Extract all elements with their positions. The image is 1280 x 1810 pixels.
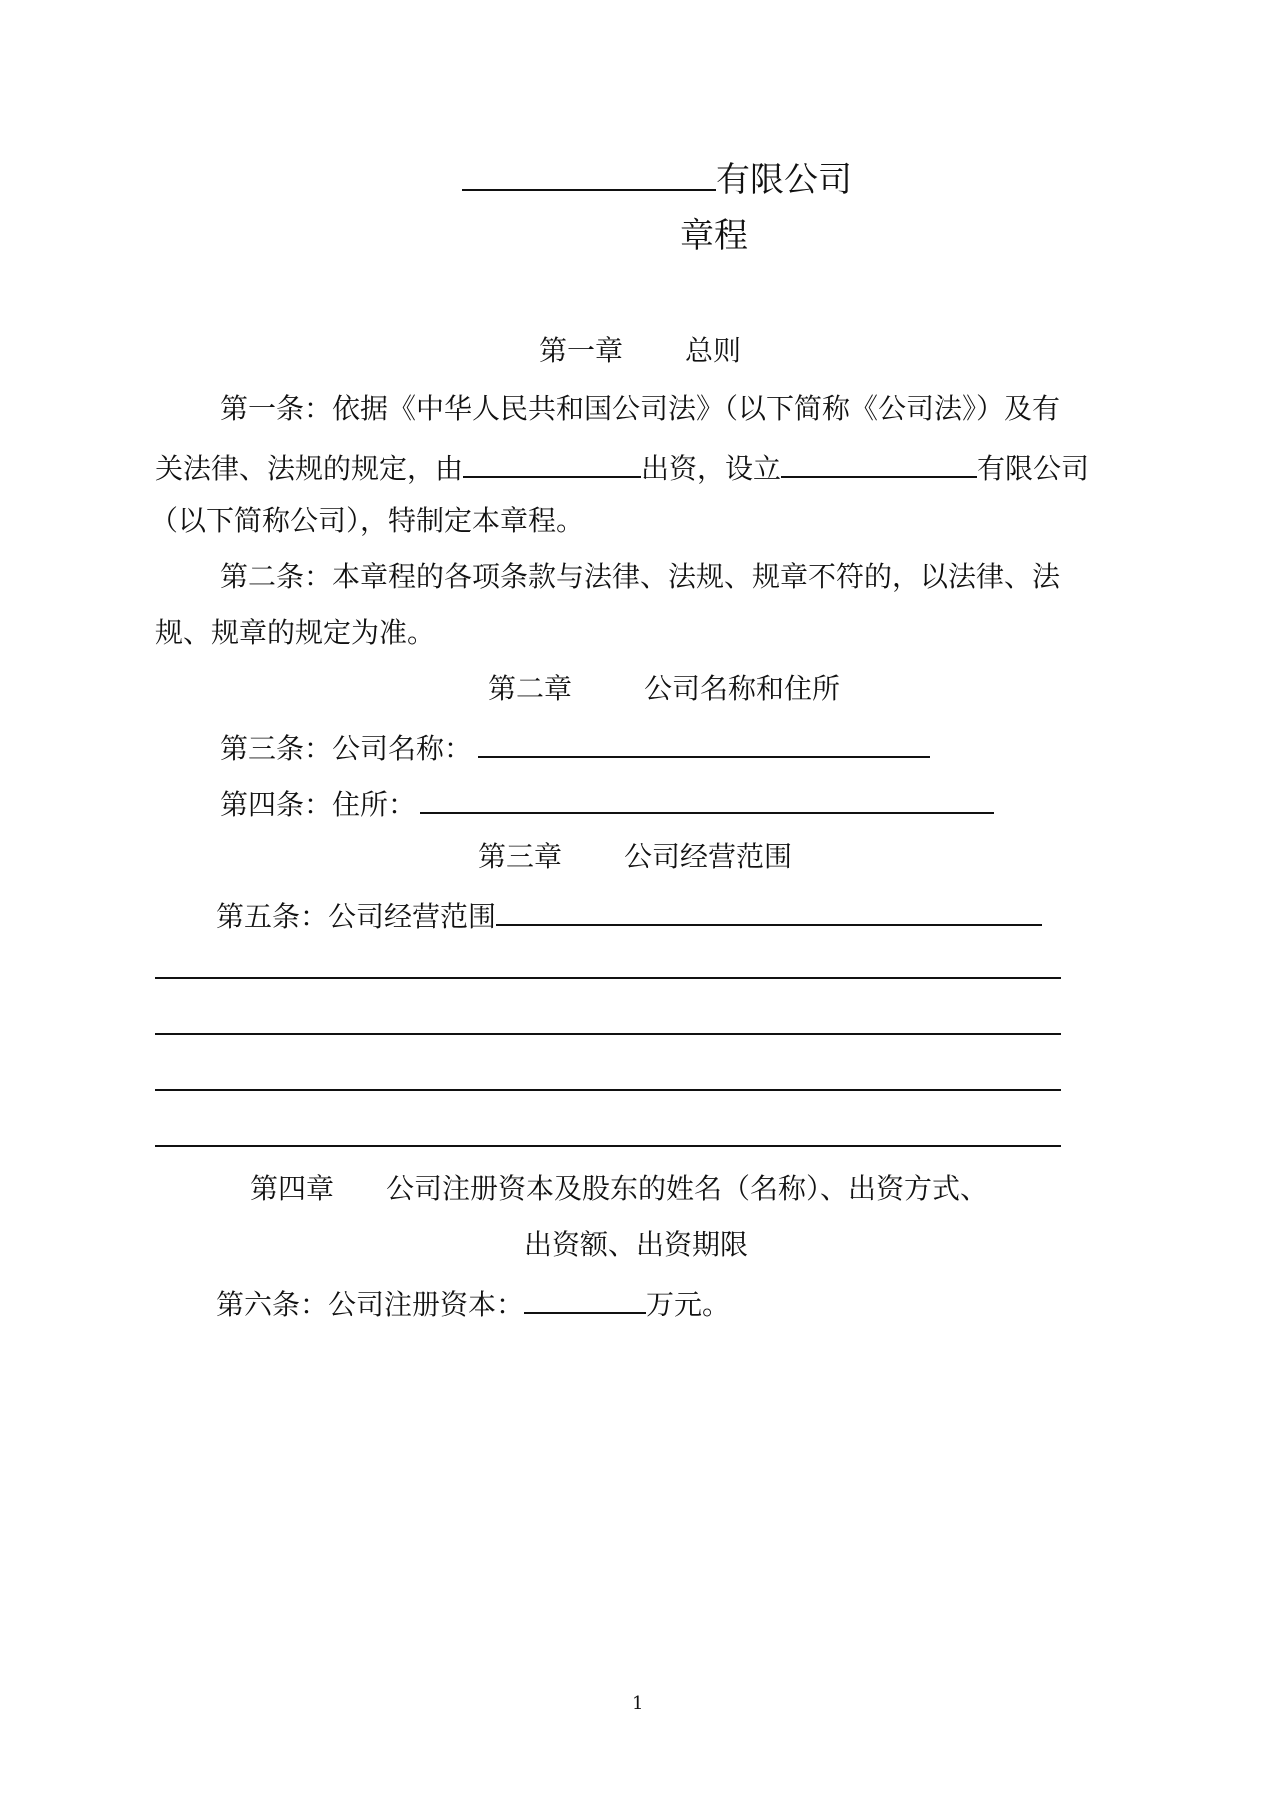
chapter-1-heading: [539, 334, 741, 368]
article-1-line-3: （以下简称公司），特制定本章程。: [150, 504, 585, 537]
company-blank[interactable]: [781, 448, 977, 478]
company-title: [462, 160, 852, 200]
chapter-4-heading-line-2: 出资额、出资期限: [524, 1228, 749, 1261]
business-scope-line-2[interactable]: [155, 977, 1061, 979]
article-1-text-2a: 关法律、法规的规定，由: [155, 452, 464, 485]
company-name-blank[interactable]: [462, 161, 716, 191]
company-name-field[interactable]: [478, 728, 930, 758]
article-5: [216, 896, 1042, 934]
chapter-2-number: 第二章: [488, 672, 573, 705]
article-1-line-1: [220, 392, 1060, 426]
investor-blank[interactable]: [463, 448, 641, 478]
article-6-label: 第六条：: [216, 1288, 329, 1321]
chapter-4-number: 第四章: [250, 1172, 335, 1205]
business-scope-line-5[interactable]: [155, 1145, 1061, 1147]
article-3: [220, 728, 930, 766]
article-6: [216, 1284, 730, 1322]
article-6-suffix: 万元。: [646, 1288, 731, 1321]
article-2-label: 第二条：: [220, 560, 333, 593]
article-2-line-2: 规、规章的规定为准。: [155, 616, 436, 649]
address-field[interactable]: [420, 784, 994, 814]
article-4-label: 第四条：: [220, 788, 333, 821]
business-scope-line-3[interactable]: [155, 1033, 1061, 1035]
document-subtitle: 章程: [680, 216, 748, 256]
registered-capital-field[interactable]: [524, 1284, 646, 1314]
article-6-text: 公司注册资本：: [328, 1288, 525, 1321]
chapter-3-number: 第三章: [478, 840, 563, 873]
article-2-line-1: [220, 560, 1060, 594]
page-number: 1: [632, 1693, 644, 1714]
article-1-label: 第一条：: [220, 392, 333, 425]
chapter-3-title: 公司经营范围: [624, 840, 793, 873]
chapter-3-heading: [478, 840, 792, 874]
chapter-4-heading: [250, 1172, 988, 1206]
article-5-label: 第五条：: [216, 900, 329, 933]
article-1-text-1: 依据《中华人民共和国公司法》（以下简称《公司法》）及有: [332, 392, 1061, 425]
chapter-2-title: 公司名称和住所: [644, 672, 841, 705]
article-2-text-1: 本章程的各项条款与法律、法规、规章不符的，以法律、法: [332, 560, 1061, 593]
chapter-4-title: 公司注册资本及股东的姓名（名称）、出资方式、: [386, 1172, 989, 1205]
company-title-suffix: 有限公司: [716, 160, 852, 200]
article-1-text-2c: 有限公司: [977, 452, 1090, 485]
chapter-1-number: 第一章: [539, 334, 624, 367]
article-4: [220, 784, 994, 822]
chapter-2-heading: [488, 672, 840, 706]
article-1-text-2b: 出资，设立: [641, 452, 782, 485]
article-5-text: 公司经营范围: [328, 900, 497, 933]
article-3-text: 公司名称：: [332, 732, 473, 765]
article-1-line-2: [155, 448, 1089, 486]
chapter-1-title: 总则: [685, 334, 742, 367]
business-scope-field[interactable]: [496, 896, 1042, 926]
business-scope-line-4[interactable]: [155, 1089, 1061, 1091]
article-3-label: 第三条：: [220, 732, 333, 765]
article-4-text: 住所：: [332, 788, 417, 821]
